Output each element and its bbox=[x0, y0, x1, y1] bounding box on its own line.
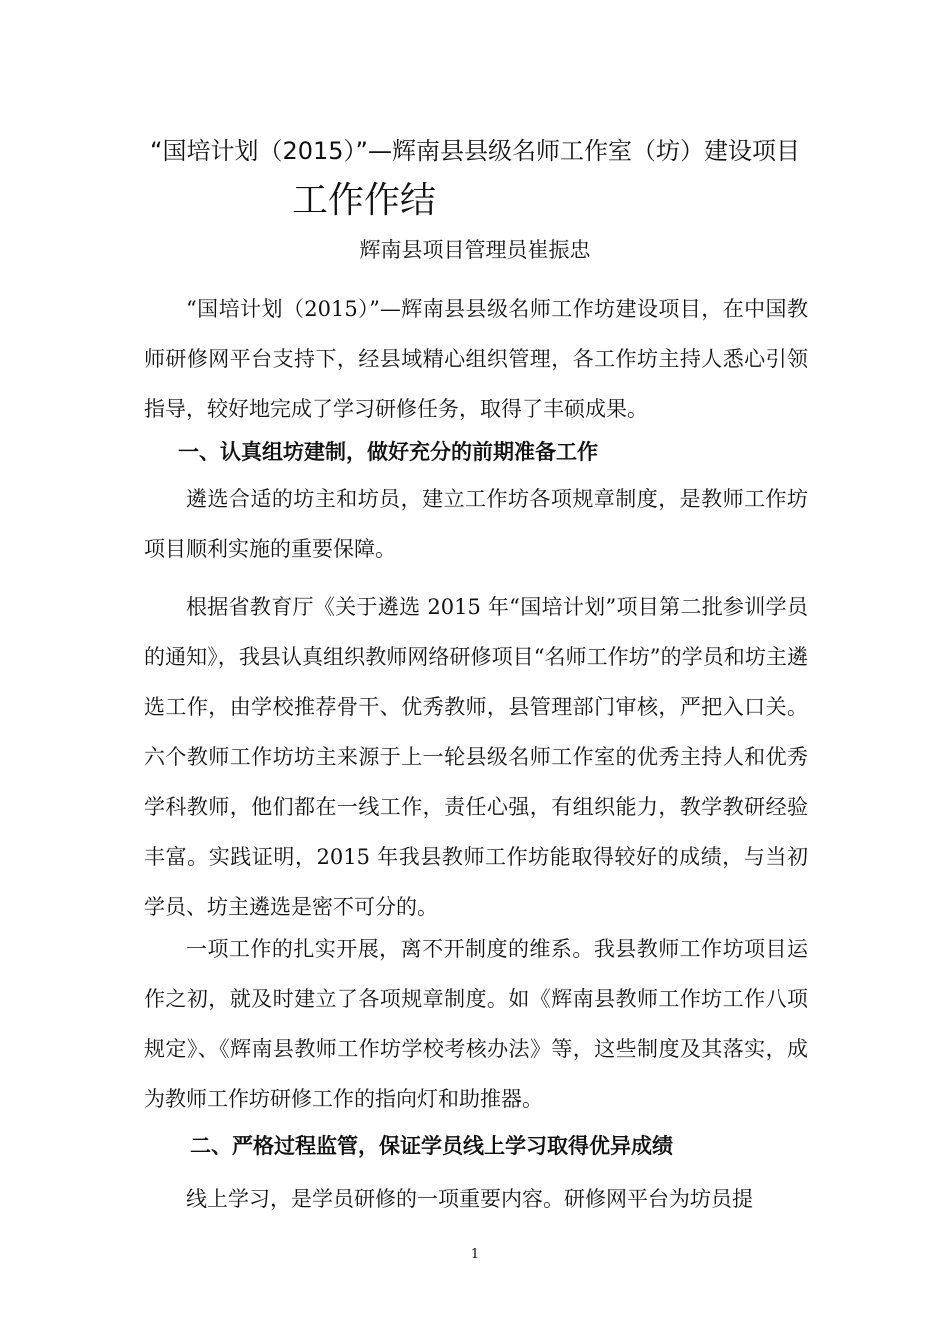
document-title: “国培计划（2015）”—辉南县县级名师工作室（坊）建设项目 bbox=[150, 137, 800, 165]
section1-paragraph-1: 遴选合适的坊主和坊员，建立工作坊各项规章制度，是教师工作坊项目顺利实施的重要保障。 bbox=[144, 487, 808, 561]
page-number: 1 bbox=[470, 1247, 480, 1262]
section1-paragraph-3: 一项工作的扎实开展，离不开制度的维系。我县教师工作坊项目运作之初，就及时建立了各项规章制度。如《辉南县教师工作坊工作八项规定》、《辉南县教师工作坊学校考核办法》等，这些制度及其落实，成为教师工作坊研修工作的指向灯和助推器。 bbox=[144, 937, 808, 1111]
section-heading-1: 一、认真组坊建制，做好充分的前期准备工作 bbox=[178, 440, 598, 464]
document-subtitle: 工作作结 bbox=[292, 180, 437, 221]
author-line: 辉南县项目管理员崔振忠 bbox=[359, 238, 591, 262]
section2-paragraph-1: 线上学习，是学员研修的一项重要内容。研修网平台为坊员提 bbox=[186, 1187, 753, 1211]
intro-paragraph: “国培计划（2015）”—辉南县县级名师工作坊建设项目，在中国教师研修网平台支持下，经县域精心组织管理，各工作坊主持人悉心引领指导，较好地完成了学习研修任务，取得了丰硕成果。 bbox=[144, 297, 808, 421]
section-heading-2: 二、严格过程监管，保证学员线上学习取得优异成绩 bbox=[190, 1134, 673, 1158]
section1-paragraph-2: 根据省教育厅《关于遴选 2015 年“国培计划”项目第二批参训学员的通知》，我县认真组织教师网络研修项目“名师工作坊”的学员和坊主遴选工作，由学校推荐骨干、优秀教师，县管理部门审核，严把入口关。六个教师工作坊坊主来源于上一轮县级名师工作室的优秀主持人和优秀学科教师，他们都在一线工作，责任心强，有组织能力，教学教研经验丰富。实践证明，2015 年我县教师工作坊能取得较好的成绩，与当初学员、坊主遴选是密不可分的。 bbox=[144, 595, 808, 919]
